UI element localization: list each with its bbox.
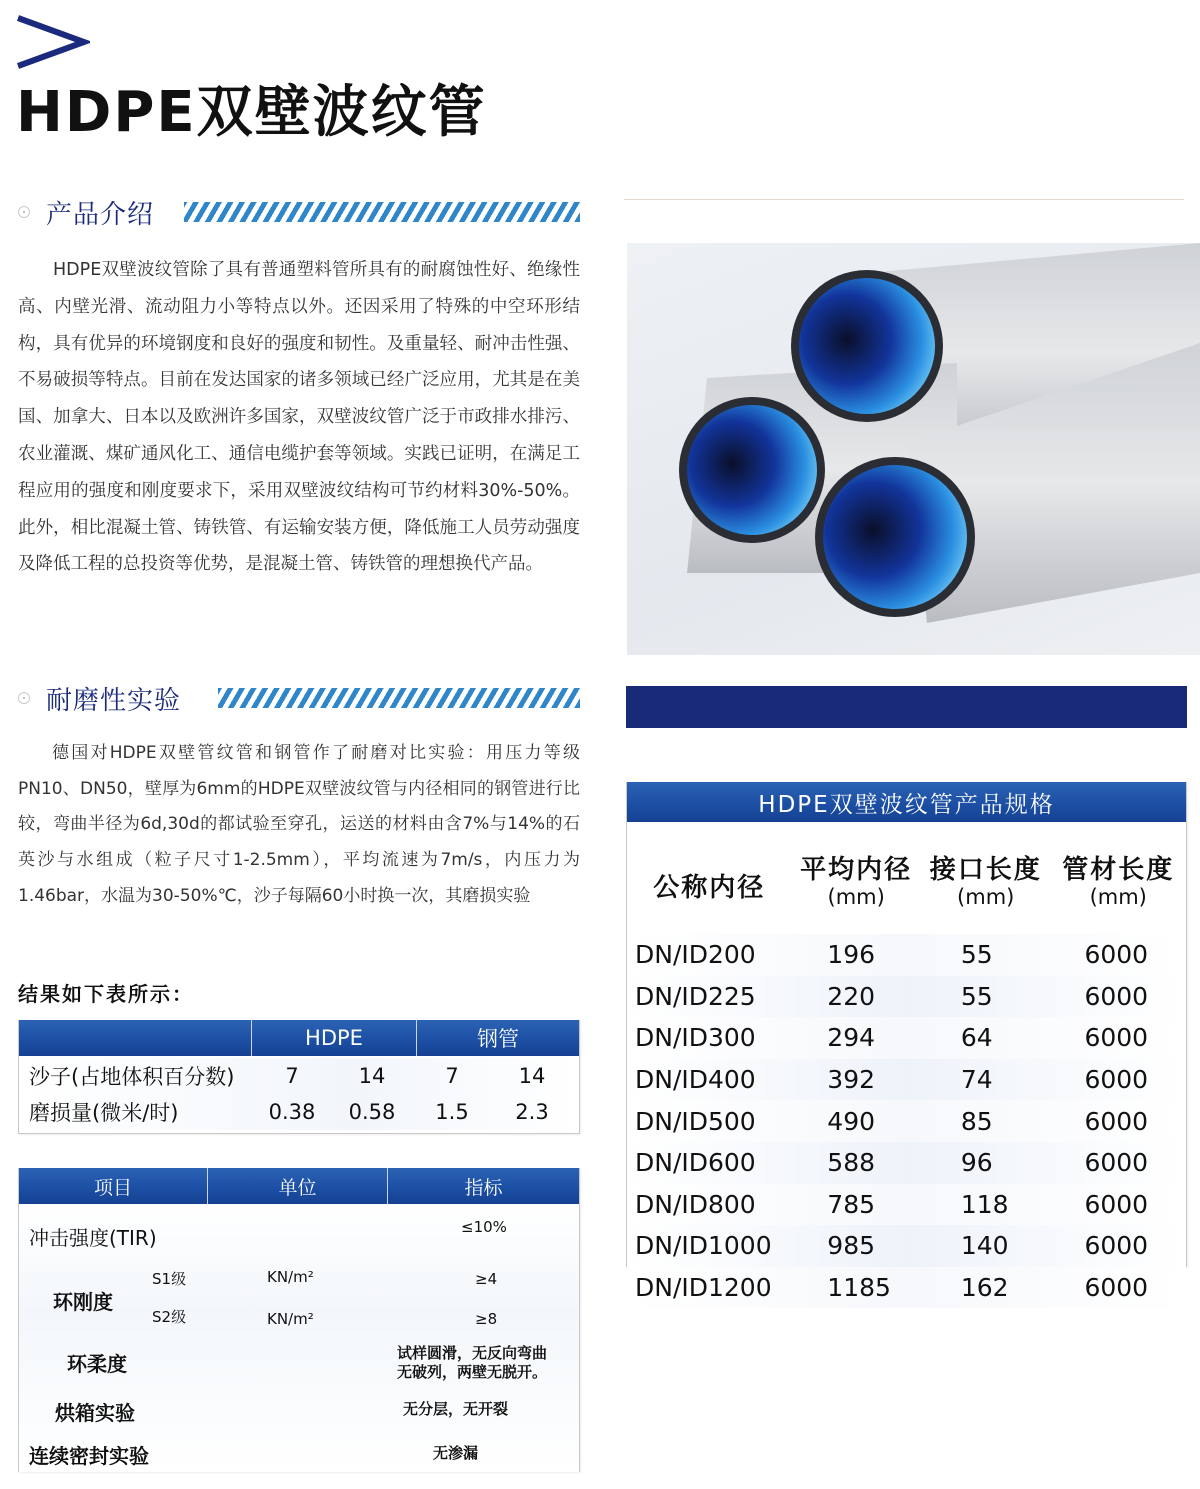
column-header: 公称内径 [653,872,766,903]
table-row: DN/ID1000 985 140 6000 [627,1225,1186,1267]
column-headers [627,822,1186,934]
divider [624,199,1184,200]
section-header-wear-test [18,680,181,716]
decorative-stripes [184,202,580,222]
unit-s2: KN/m² [267,1310,314,1328]
product-spec-table [626,782,1187,1303]
unit-s1: KN/m² [267,1268,314,1286]
performance-spec-table [18,1168,580,1472]
value-ring-flexibility-2: 无破列，两壁无脱开。 [397,1363,548,1381]
value-impact: ≤10% [461,1218,507,1236]
table-row: 磨损量(微米/时) 0.38 0.58 1.5 2.3 [19,1094,579,1130]
value-seal-test: 无渗漏 [433,1444,479,1462]
header-cell: 单位 [208,1168,388,1204]
page-title: HDPE双壁波纹管 [16,80,487,145]
results-label: 结果如下表所示： [18,982,194,1006]
table-row: DN/ID1200 1185 162 6000 [627,1267,1186,1309]
grade-s2: S2级 [152,1308,187,1326]
table-body [627,934,1186,1308]
table-row: DN/ID200 196 55 6000 [627,934,1186,976]
section-title: 产品介绍 [46,199,155,230]
column-header: 平均内径 (mm) [800,854,913,909]
accent-bar [626,686,1187,728]
bullet-icon [18,692,30,704]
table-title-bar [627,782,1186,822]
header-cell: 钢管 [477,1027,519,1051]
table-row: DN/ID225 220 55 6000 [627,976,1186,1018]
grade-s1: S1级 [152,1270,187,1288]
row-label-impact: 冲击强度(TIR) [29,1226,157,1250]
header-cell: 项目 [19,1168,208,1204]
bullet-icon [18,206,30,218]
value-ring-flexibility-1: 试样圆滑，无反向弯曲 [397,1344,548,1362]
pipes-illustration [627,243,1200,655]
header-cell: 指标 [464,1176,503,1199]
value-s1: ≥4 [475,1270,498,1288]
table-row: DN/ID500 490 85 6000 [627,1100,1186,1142]
table-row: DN/ID300 294 64 6000 [627,1017,1186,1059]
table-row: DN/ID600 588 96 6000 [627,1142,1186,1184]
table-body [19,1204,579,1472]
intro-paragraph: HDPE双壁波纹管除了具有普通塑料管所具有的耐腐蚀性好、绝缘性高、内壁光滑、流动阻力小等特点以外。还因采用了特殊的中空环形结构，具有优异的环境钢度和良好的强度和韧性。及重量轻、耐冲击性强、不易破损等特点。目前在发达国家的诸多领域已经广泛应用，尤其是在美国、加拿大、日本以及欧洲许多国家，双壁波纹管广泛于市政排水排污、农业灌溉、煤矿通风化工、通信电缆护套等领域。实践已证明，在满足工程应用的强度和刚度要求下，采用双壁波纹结构可节约材料30%-50%。此外，相比混凝土管、铸铁管、有运输安装方便，降低施工人员劳动强度及降低工程的总投资等优势，是混凝土管、铸铁管的理想换代产品。 [18,260,580,575]
row-label-ring-stiffness: 环刚度 [53,1290,113,1314]
decorative-stripes [218,688,580,708]
column-header: 接口长度 (mm) [929,854,1042,909]
wear-test-paragraph: 德国对HDPE双壁管纹管和钢管作了耐磨对比实验：用压力等级PN10、DN50，壁厚为6mm的HDPE双壁波纹管与内径相同的钢管进行比较，弯曲半径为6d,30d的都试验至穿孔，运送的材料由含7%与14%的石英沙与水组成（粒子尺寸1-2.5mm），平均流速为7m/s，内压力为1.46bar，水温为30-50%℃，沙子每隔60小时换一次，其磨损实验 [18,743,580,906]
value-oven-test: 无分层，无开裂 [403,1400,509,1418]
table-header [19,1020,579,1056]
row-label-seal-test: 连续密封实验 [29,1444,149,1468]
value-s2: ≥8 [475,1310,498,1328]
table-row: DN/ID800 785 118 6000 [627,1184,1186,1226]
table-row: 沙子(占地体积百分数) 7 14 7 14 [19,1058,579,1094]
row-label-ring-flexibility: 环柔度 [67,1352,127,1376]
section-header-intro [18,194,154,230]
table-header [19,1168,579,1204]
column-header: 管材长度 (mm) [1062,854,1175,909]
header-cell: HDPE [252,1020,417,1056]
chevron-right-icon [14,14,90,70]
section-title: 耐磨性实验 [46,685,182,716]
row-label-oven-test: 烘箱实验 [55,1401,135,1425]
table-title: HDPE双壁波纹管产品规格 [758,791,1055,818]
product-photo [627,243,1200,655]
header-cell [19,1020,252,1056]
wear-results-table [18,1020,580,1134]
table-row: DN/ID400 392 74 6000 [627,1059,1186,1101]
